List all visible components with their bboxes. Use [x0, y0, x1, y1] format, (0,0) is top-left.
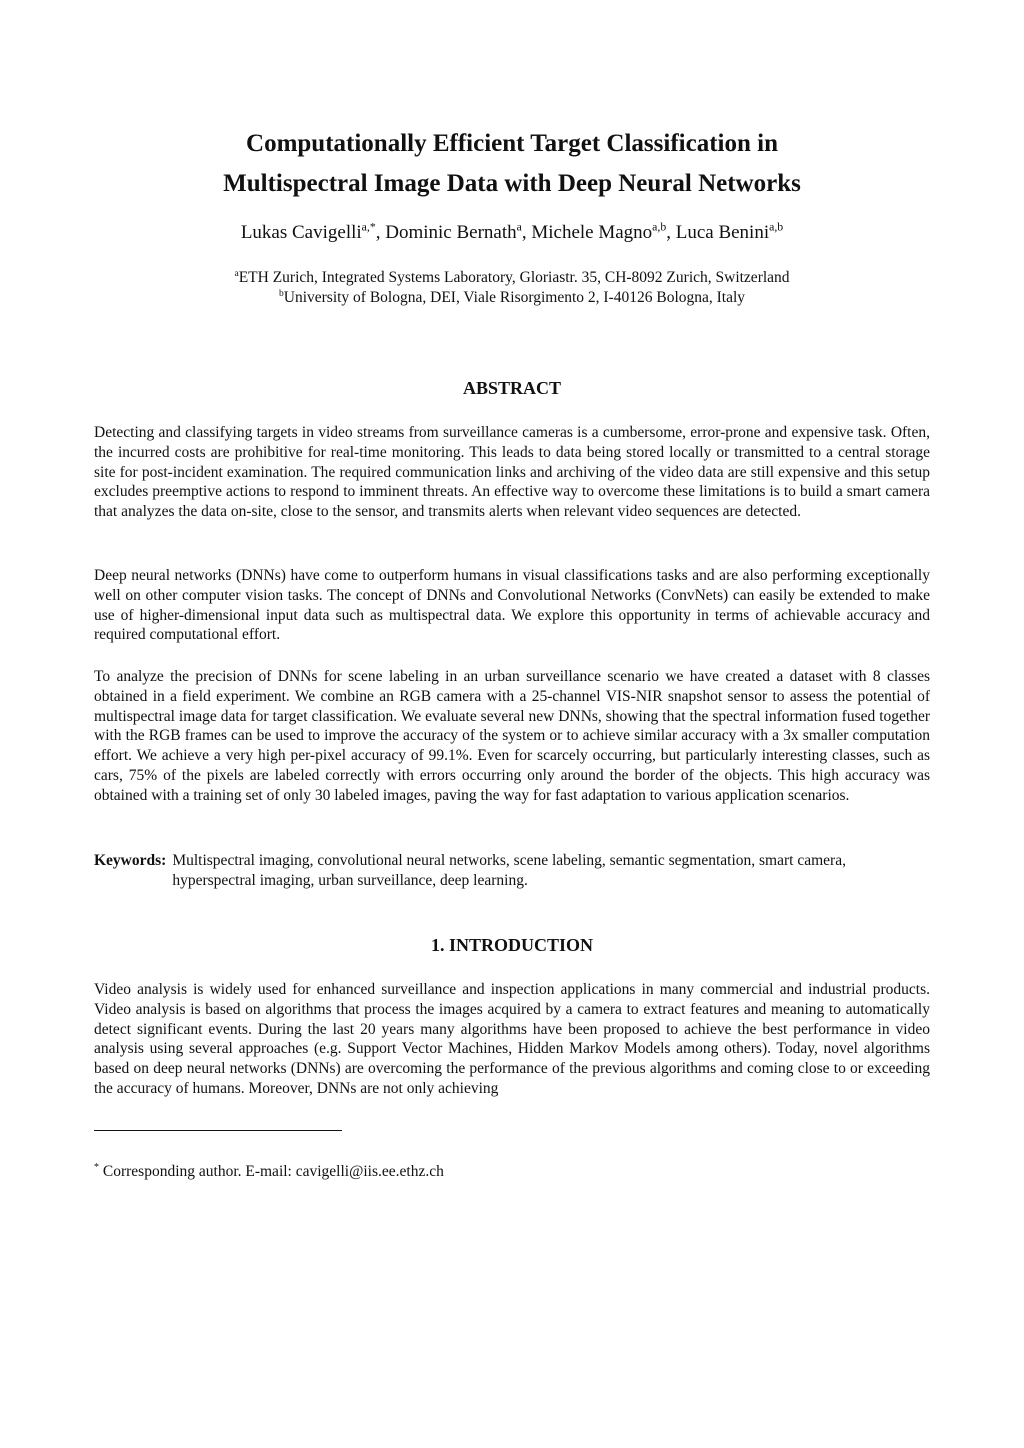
- paper-title: [94, 124, 930, 204]
- title-line-1: Computationally Efficient Target Classification in: [246, 130, 778, 157]
- affiliation-text: University of Bologna, DEI, Viale Risorgimento 2, I-40126 Bologna, Italy: [283, 289, 746, 306]
- abstract-paragraph-2: Deep neural networks (DNNs) have come to outperform humans in visual classifications tasks and are also performing exceptionally well on other computer vision tasks. The concept of DNNs and Convolutional Networks (ConvNets) can easily be extended to make use of higher-dimensional input data such as multispectral data. We explore this opportunity in terms of achievable accuracy and required computational effort.: [94, 567, 930, 644]
- author-name: Luca Benini: [675, 222, 770, 243]
- author-separator: ,: [375, 222, 386, 243]
- affiliation: [94, 268, 930, 288]
- affiliations: [94, 268, 930, 308]
- affiliation-mark: b: [278, 287, 284, 299]
- author-separator: ,: [521, 222, 532, 243]
- title-line-2: Multispectral Image Data with Deep Neural Networks: [223, 170, 801, 197]
- footnote: [94, 1162, 930, 1182]
- affiliation-text: ETH Zurich, Integrated Systems Laboratory, Gloriastr. 35, CH-8092 Zurich, Switzerland: [238, 269, 790, 286]
- footnote-text: Corresponding author. E-mail: cavigelli@iis.ee.ethz.ch: [102, 1163, 444, 1180]
- abstract-paragraph-1: Detecting and classifying targets in video streams from surveillance cameras is a cumbersome, error-prone and expensive task. Often, the incurred costs are prohibitive for real-time monitoring. This leads to data being stored locally or transmitted to a central storage site for post-incident examination. The required communication links and archiving of the video data are still expensive and this setup excludes preemptive actions to respond to imminent threats. An effective way to overcome these limitations is to build a smart camera that analyzes the data on-site, close to the sensor, and transmits alerts when relevant video sequences are detected.: [94, 424, 930, 521]
- affiliation: [94, 288, 930, 308]
- keywords-label: Keywords:: [94, 852, 167, 869]
- abstract-paragraph-3: To analyze the precision of DNNs for scene labeling in an urban surveillance scenario we have created a dataset with 8 classes obtained in a field experiment. We combine an RGB camera with a 25-channel VIS-NIR snapshot sensor to assess the potential of multispectral image data for target classification. We evaluate several new DNNs, showing that the spectral information fused together with the RGB frames can be used to improve the accuracy of the system or to achieve similar accuracy with a 3x smaller computation effort. We achieve a very high per-pixel accuracy of 99.1%. Even for scarcely occurring, but particularly interesting classes, such as cars, 75% of the pixels are labeled correctly with errors occurring only around the border of the objects. This high accuracy was obtained with a training set of only 30 labeled images, paving the way for fast adaptation to various application scenarios.: [94, 668, 930, 804]
- author-separator: ,: [666, 222, 676, 243]
- footnote-divider: [94, 1130, 342, 1131]
- abstract-heading: ABSTRACT: [462, 378, 562, 398]
- author-name: Michele Magno: [531, 222, 653, 243]
- author-affil-mark: a: [516, 220, 522, 234]
- author-affil-mark: a,b: [769, 220, 784, 234]
- author-name: Lukas Cavigelli: [240, 222, 362, 243]
- affiliation-mark: a: [234, 267, 239, 279]
- author-name: Dominic Bernath: [385, 222, 517, 243]
- footnote-mark: *: [94, 1161, 99, 1173]
- author-affil-mark: a,*: [361, 220, 376, 234]
- keywords: [94, 851, 930, 891]
- introduction-heading: 1. INTRODUCTION: [430, 935, 594, 955]
- keywords-text: Multispectral imaging, convolutional neural networks, scene labeling, semantic segmentation, smart camera, hyperspectral imaging, urban surveillance, deep learning.: [172, 852, 846, 889]
- introduction-paragraph: Video analysis is widely used for enhanced surveillance and inspection applications in many commercial and industrial products. Video analysis is based on algorithms that process the images acquired by a camera to extract features and meaning to automatically detect significant events. During the last 20 years many algorithms have been proposed to achieve the best performance in video analysis using several approaches (e.g. Support Vector Machines, Hidden Markov Models among others). Today, novel algorithms based on deep neural networks (DNNs) are overcoming the performance of the previous algorithms and coming close to or exceeding the accuracy of humans. Moreover, DNNs are not only achieving: [94, 981, 930, 1097]
- author-list: [94, 220, 930, 246]
- author-affil-mark: a,b: [652, 220, 667, 234]
